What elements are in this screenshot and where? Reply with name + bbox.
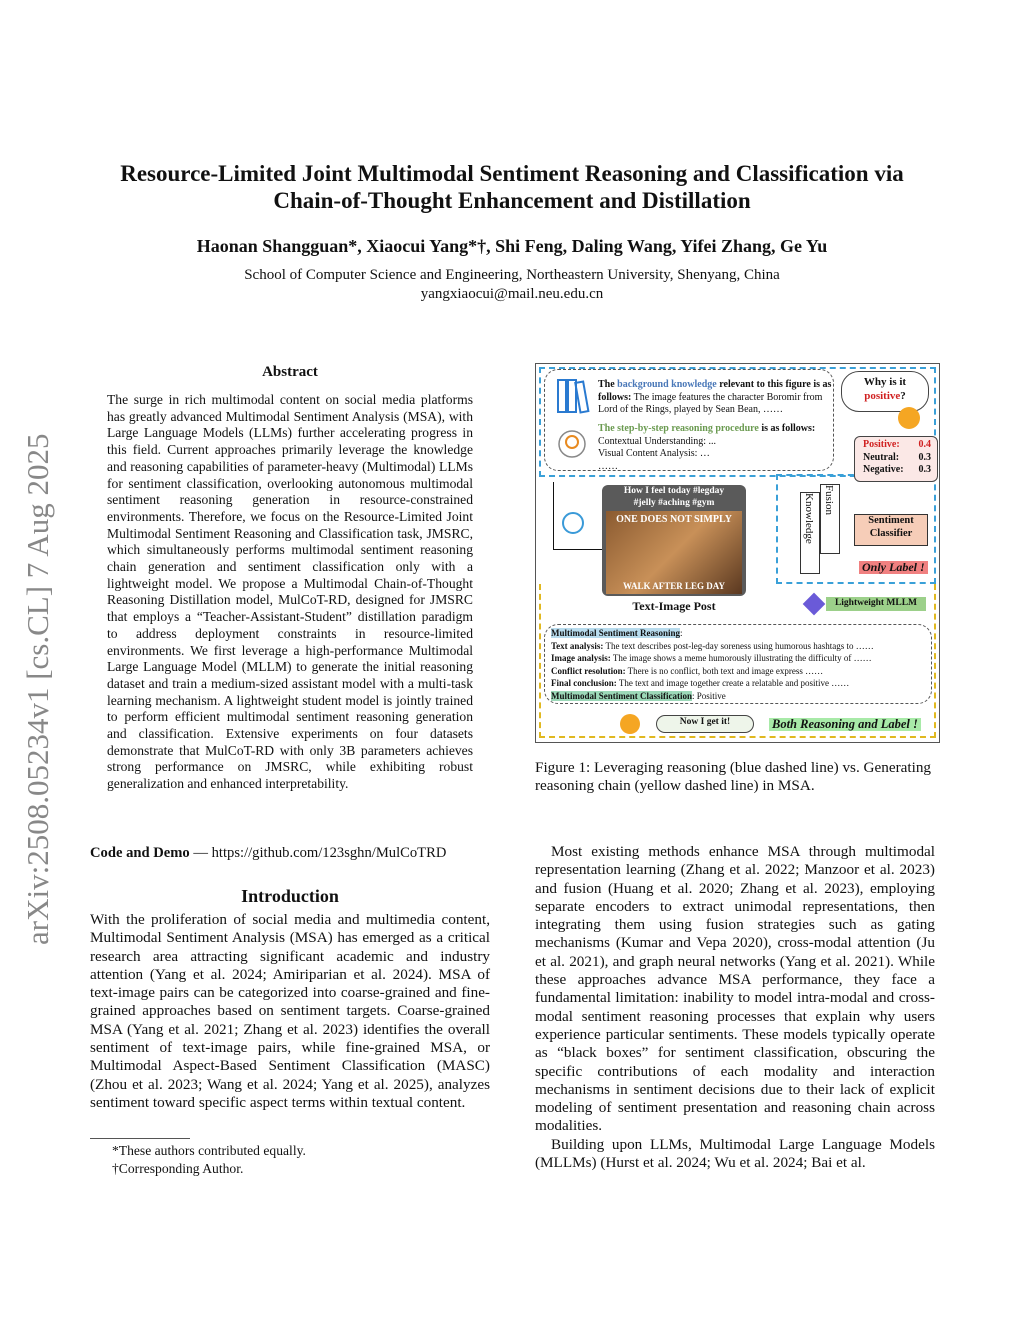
step-line: Contextual Understanding: ...	[598, 435, 717, 447]
bg-post: relevant to this figure is as follows:	[598, 379, 832, 403]
score-label: Positive:	[863, 439, 900, 450]
footnote-rule	[90, 1138, 190, 1139]
footnote: †Corresponding Author.	[112, 1161, 244, 1176]
step-line: Visual Content Analysis: …	[598, 448, 710, 459]
analysis-key: Final conclusion:	[551, 678, 617, 688]
head-bulb-icon	[554, 428, 590, 464]
affiliation: School of Computer Science and Engineering, Northeastern University, Shenyang, China	[244, 267, 780, 283]
sentiment-classifier	[854, 514, 928, 546]
background-knowledge-text	[598, 379, 834, 417]
analysis-key: Text analysis:	[551, 640, 604, 651]
score-box	[854, 436, 938, 482]
happy-face-icon	[620, 714, 640, 734]
code-link[interactable]: — https://github.com/123sghn/MulCoTRD	[193, 845, 447, 861]
text-image-post	[602, 485, 746, 596]
meme-top-text: ONE DOES NOT SIMPLY	[616, 514, 732, 525]
arxiv-stamp: arXiv:2508.05234v1 [cs.CL] 7 Aug 2025	[20, 433, 55, 945]
affiliation-block	[60, 266, 964, 304]
footnote: *These authors contributed equally.	[112, 1143, 306, 1158]
step-post: is as follows:	[758, 423, 816, 434]
reasoning-output: Multimodal Sentiment Reasoning: Text analysis: The text describes post-leg-day soreness using humorous hashtags to …… Image analysis: The image shows a meme humorously illustrating the difficulty of …… Conflict resolution: There is no conflict, both text and image express …… Final conclusion: The text and image together create a relatable and positive …… Multimodal Sentiment Classification: Positive	[544, 624, 932, 704]
abstract-text: The surge in rich multimodal content on social media platforms has greatly advanced Multimodal Sentiment Analysis (MSA), with Large Language Models (LLMs) further accelerating progress in this field. Current approaches primarily leverage the knowledge and reasoning capabilities of parameter-heavy (Multimodal) LLMs for sentiment classification, overlooking autonomous multimodal sentiment reasoning generation in resource-constrained environments. Therefore, we focus on the Resource-Limited Joint Multimodal Sentiment Reasoning and Classification task, JMSRC, which simultaneously performs multimodal sentiment reasoning chain generation and sentiment classification only with a lightweight model. We propose a Multimodal Chain-of-Thought Reasoning Distillation model, MulCoT-RD, designed for JMSRC that employs a “Teacher-Assistant-Student” distillation paradigm to address deployment constraints in resource-limited environments. We first leverage a high-performance Multimodal Large Language Model (MLLM) to generate the initial reasoning dataset and train a medium-sized assistant model with a multi-task learning mechanism. A lightweight student model is jointly trained to perform efficient multimodal sentiment reasoning generation and classification. Extensive experiments on four datasets demonstrate that MulCoT-RD with only 3B parameters achieves strong performance on JMSRC, while exhibiting robust generalization and enhanced interpretability.	[107, 392, 473, 792]
abstract-heading: Abstract	[262, 364, 318, 380]
msc-heading: Multimodal Sentiment Classification	[551, 690, 692, 701]
classifier-line: Classifier	[869, 527, 913, 539]
score-label: Neutral:	[863, 451, 900, 463]
thinking-face-icon	[898, 407, 920, 429]
analysis-value: There is no conflict, both text and image express ……	[625, 665, 824, 676]
lightweight-mllm: Lightweight MLLM	[826, 597, 926, 611]
authors: Haonan Shangguan*, Xiaocui Yang*†, Shi Feng, Daling Wang, Yifei Zhang, Ge Yu	[196, 236, 828, 256]
msr-heading: Multimodal Sentiment Reasoning	[551, 628, 681, 638]
books-icon	[556, 378, 590, 414]
title-line: Resource-Limited Joint Multimodal Sentiment Reasoning and Classification via	[120, 161, 904, 186]
why-q: ?	[900, 390, 906, 402]
post-caption-line: #jelly #aching #gym	[633, 498, 715, 508]
bg-pre: The	[598, 379, 618, 390]
fusion-block	[820, 484, 840, 554]
score-value: 0.4	[918, 439, 931, 450]
title-line: Chain-of-Thought Enhancement and Distillation	[273, 188, 751, 213]
got-it-cloud: Now I get it!	[656, 715, 754, 733]
analysis-key: Image analysis:	[551, 653, 611, 663]
thought-cloud	[841, 371, 929, 412]
figure-caption: Figure 1: Leveraging reasoning (blue dashed line) vs. Generating reasoning chain (yellow dashed line) in MSA.	[535, 759, 932, 795]
fusion-label: Fusion	[823, 485, 835, 515]
bg-keyword: background knowledge	[617, 379, 717, 390]
analysis-value: The image shows a meme humorously illustrating the difficulty of ……	[610, 653, 872, 663]
analysis-value: The text describes post-leg-day soreness using humorous hashtags to ……	[603, 640, 874, 651]
right-column-text	[535, 843, 935, 1172]
only-label-tag: Only Label !	[859, 561, 928, 574]
score-value: 0.3	[918, 451, 931, 463]
reasoning-procedure-text	[598, 423, 834, 473]
classifier-line: Sentiment	[868, 515, 914, 526]
code-line	[90, 845, 490, 862]
why-keyword: positive	[864, 390, 901, 402]
intro-text: With the proliferation of social media and multimedia content, Multimodal Sentiment Analysis (MSA) has emerged as a critical research area attracting significant academic and industry attention (Yang et al. 2024; Amiriparian et al. 2024). MSA of text-image pairs can be categorized into coarse-grained and fine-grained approaches based on sentiment targets. Coarse-grained MSA (Yang et al. 2021; Zhang et al. 2023) identifies the overall sentiment of text-image pairs, while fine-grained MSA, or Multimodal Aspect-Based Sentiment Classification (MASC) (Zhou et al. 2023; Wang et al. 2024; Yang et al. 2025), analyzes sentiment toward specific aspect terms within textual content.	[90, 911, 490, 1111]
post-caption-line: How I feel today #legday	[623, 486, 725, 496]
msc-value: : Positive	[692, 690, 726, 701]
code-label: Code and Demo	[90, 845, 190, 861]
score-label: Negative:	[863, 464, 904, 475]
knowledge-block	[800, 492, 820, 574]
email: yangxiaocui@mail.neu.edu.cn	[420, 286, 604, 302]
figure-1	[535, 363, 940, 743]
step-keyword: The step-by-step reasoning procedure	[598, 423, 759, 434]
bg-text: The image features the character Boromir from Lord of the Rings, played by Sean Bean, ……	[598, 391, 823, 415]
meme-bottom-text: WALK AFTER LEG DAY	[623, 581, 725, 591]
why-text: Why is it	[863, 376, 907, 388]
post-label: Text-Image Post	[632, 599, 716, 613]
paragraph: Most existing methods enhance MSA through multimodal representation learning (Zhang et al. 2022; Manzoor et al. 2023) and fusion (Huang et al. 2020; Zhang et al. 2023), employing separate encoders to extract unimodal representations, then integrating them using fusion strategies such as gating mechanisms (Kumar and Vepa 2020), cross-modal attention (Ju et al. 2021), and graph neural networks (Yang et al. 2021). While these approaches advance MSA performance, they face a fundamental limitation: inability to model intra-modal and cross-modal sentiment reasoning processes that explain why users experience particular sentiments. These models typically operate as “black boxes” for sentiment classification, obscuring the specific contributions of each modality and interaction mechanisms in sentiment decisions due to their lack of explicit modeling of sentiment presentation and reasoning chain across modalities.	[535, 843, 935, 1135]
analysis-key: Conflict resolution:	[551, 665, 626, 676]
knowledge-label: Knowledge	[803, 493, 815, 544]
step-line: ……	[598, 460, 618, 472]
analysis-value: The text and image together create a relatable and positive ……	[616, 678, 850, 688]
paper-title	[60, 160, 964, 214]
paragraph: Building upon LLMs, Multimodal Large Language Models (MLLMs) (Hurst et al. 2024; Wu et al. 2024; Bai et al.	[535, 1135, 935, 1172]
meme-image	[606, 511, 742, 594]
score-value: 0.3	[918, 464, 931, 475]
arrow-up-line	[553, 482, 602, 550]
intro-heading: Introduction	[241, 886, 339, 906]
both-tag: Both Reasoning and Label !	[769, 718, 921, 731]
